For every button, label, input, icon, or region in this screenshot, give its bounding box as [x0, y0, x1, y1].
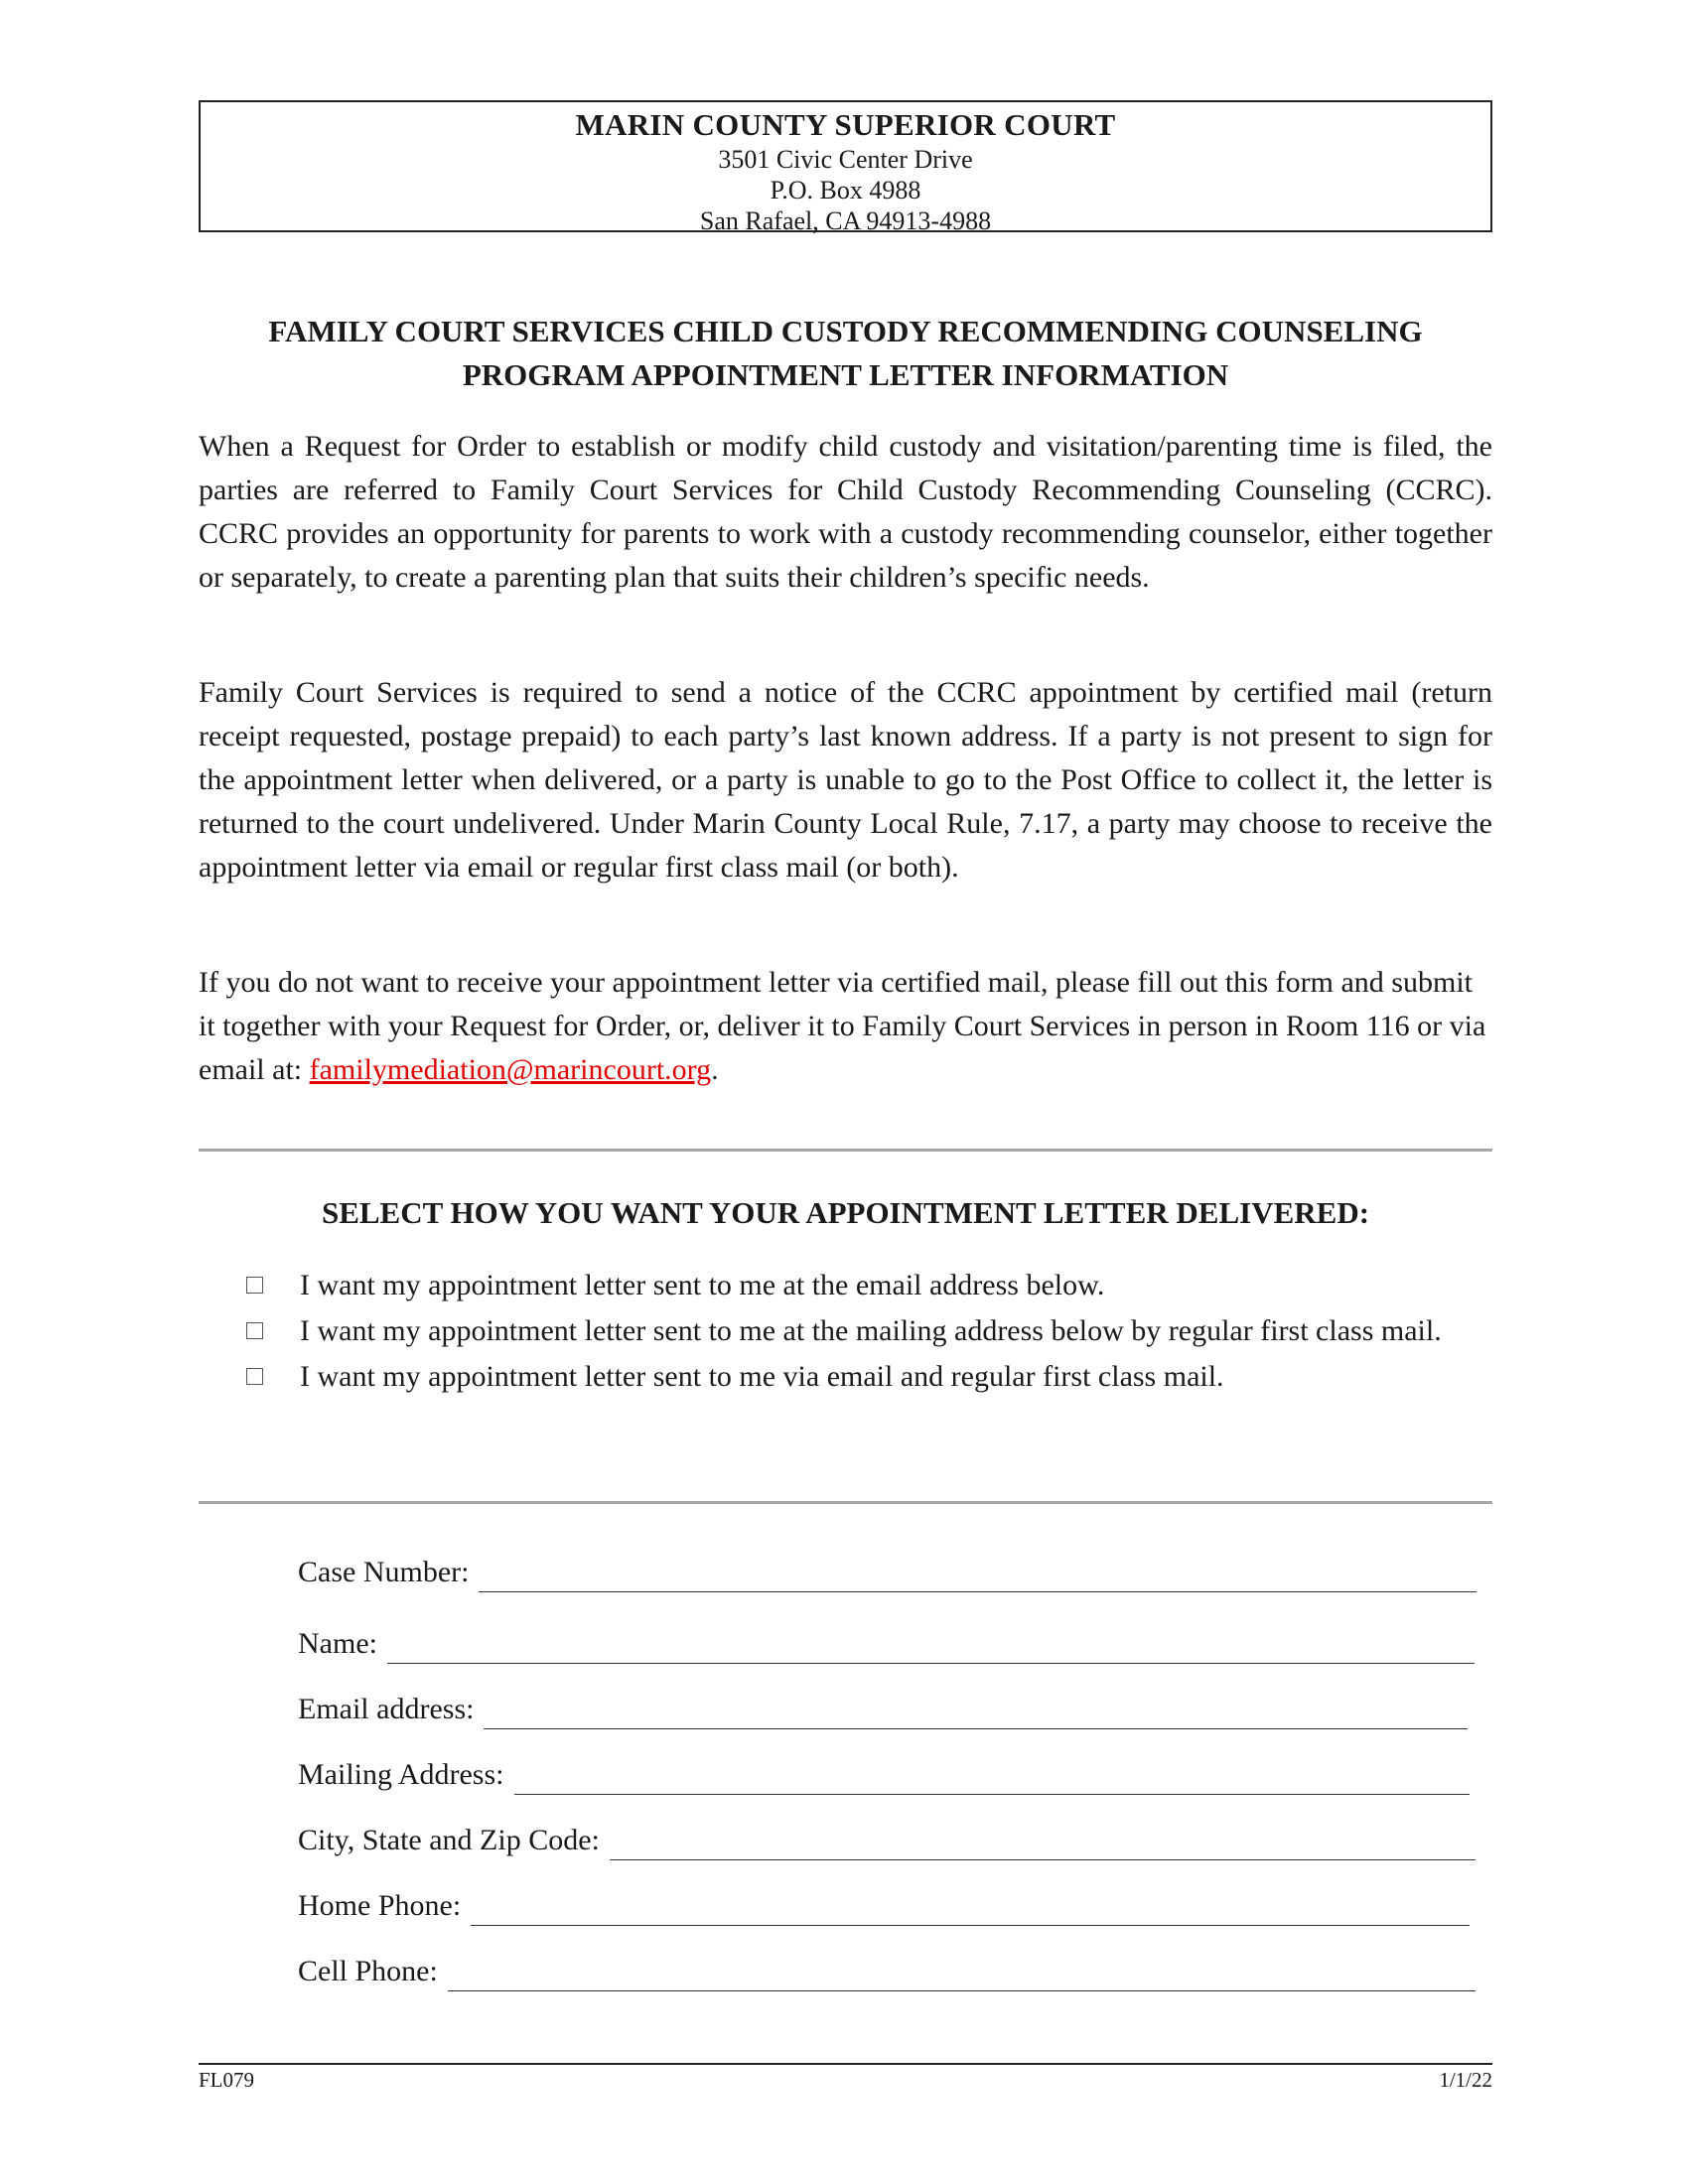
- court-address-line3: San Rafael, CA 94913-4988: [699, 206, 992, 235]
- city-state-zip-label: City, State and Zip Code:: [298, 1824, 600, 1856]
- email-input-line[interactable]: [484, 1693, 1468, 1729]
- title-line2: PROGRAM APPOINTMENT LETTER INFORMATION: [462, 357, 1229, 392]
- case-number-field[interactable]: [298, 1553, 1477, 1592]
- email-label: Email address:: [298, 1693, 475, 1725]
- cell-phone-label: Cell Phone:: [298, 1955, 438, 1987]
- mailing-address-field[interactable]: [298, 1755, 1470, 1795]
- case-number-input-line[interactable]: [479, 1556, 1477, 1592]
- footer-divider: [199, 2063, 1492, 2065]
- court-address-line1: 3501 Civic Center Drive: [718, 145, 973, 174]
- document-title: [199, 310, 1492, 397]
- option-email[interactable]: [246, 1264, 1468, 1307]
- cell-phone-field[interactable]: [298, 1952, 1476, 1991]
- checkbox-email[interactable]: [246, 1277, 263, 1294]
- city-state-zip-input-line[interactable]: [610, 1824, 1476, 1860]
- mailing-address-label: Mailing Address:: [298, 1758, 504, 1791]
- instructions-paragraph: [199, 961, 1492, 1092]
- section-divider: [199, 1149, 1492, 1152]
- form-date: 1/1/22: [1439, 2068, 1492, 2092]
- instructions-end: .: [711, 1053, 719, 1086]
- mailing-address-input-line[interactable]: [514, 1758, 1471, 1795]
- court-header: [199, 100, 1492, 235]
- form-id: FL079: [199, 2068, 255, 2092]
- option-email-and-mail[interactable]: [246, 1355, 1468, 1399]
- section-divider-2: [199, 1501, 1492, 1504]
- intro-paragraph: When a Request for Order to establish or modify child custody and visitation/parenting time is filed, the parties are referred to Family Court Services for Child Custody Recommending Counseling (CCRC). CCRC provides an opportunity for parents to work with a custody recommending counselor, either together or separately, to create a parenting plan that suits their children’s specific needs.: [199, 430, 1492, 594]
- city-state-zip-field[interactable]: [298, 1821, 1476, 1860]
- option-mail[interactable]: [246, 1309, 1468, 1353]
- email-field[interactable]: [298, 1690, 1468, 1729]
- home-phone-input-line[interactable]: [471, 1889, 1470, 1926]
- title-line1: FAMILY COURT SERVICES CHILD CUSTODY RECOMMENDING COUNSELING: [268, 314, 1423, 348]
- option-mail-label: I want my appointment letter sent to me at the mailing address below by regular first class mail.: [300, 1314, 1442, 1347]
- name-input-line[interactable]: [387, 1627, 1475, 1664]
- option-email-and-mail-label: I want my appointment letter sent to me via email and regular first class mail.: [300, 1360, 1224, 1393]
- option-email-label: I want my appointment letter sent to me at the email address below.: [300, 1269, 1105, 1301]
- court-name: MARIN COUNTY SUPERIOR COURT: [575, 107, 1116, 142]
- case-number-label: Case Number:: [298, 1556, 470, 1588]
- checkbox-email-and-mail[interactable]: [246, 1368, 263, 1385]
- name-field[interactable]: [298, 1624, 1475, 1664]
- home-phone-label: Home Phone:: [298, 1889, 462, 1922]
- cell-phone-input-line[interactable]: [448, 1955, 1476, 1991]
- instructions-text: If you do not want to receive your appointment letter via certified mail, please fill out this form and submit it together with your Request for Order, or, deliver it to Family Court Services in person in Room 116 or via email at:: [199, 966, 1486, 1086]
- certified-mail-paragraph: Family Court Services is required to send a notice of the CCRC appointment by certified mail (return receipt requested, postage prepaid) to each party’s last known address. If a party is not present to sign for the appointment letter when delivered, or a party is unable to go to the Post Office to collect it, the letter is returned to the court undelivered. Under Marin County Local Rule, 7.17, a party may choose to receive the appointment letter via email or regular first class mail (or both).: [199, 676, 1492, 884]
- checkbox-mail[interactable]: [246, 1322, 263, 1339]
- selection-heading: SELECT HOW YOU WANT YOUR APPOINTMENT LETTER DELIVERED:: [321, 1195, 1370, 1230]
- home-phone-field[interactable]: [298, 1886, 1470, 1926]
- name-label: Name:: [298, 1627, 377, 1660]
- delivery-options: [246, 1264, 1468, 1401]
- court-address-line2: P.O. Box 4988: [770, 176, 921, 205]
- email-link[interactable]: familymediation@marincourt.org: [309, 1053, 712, 1086]
